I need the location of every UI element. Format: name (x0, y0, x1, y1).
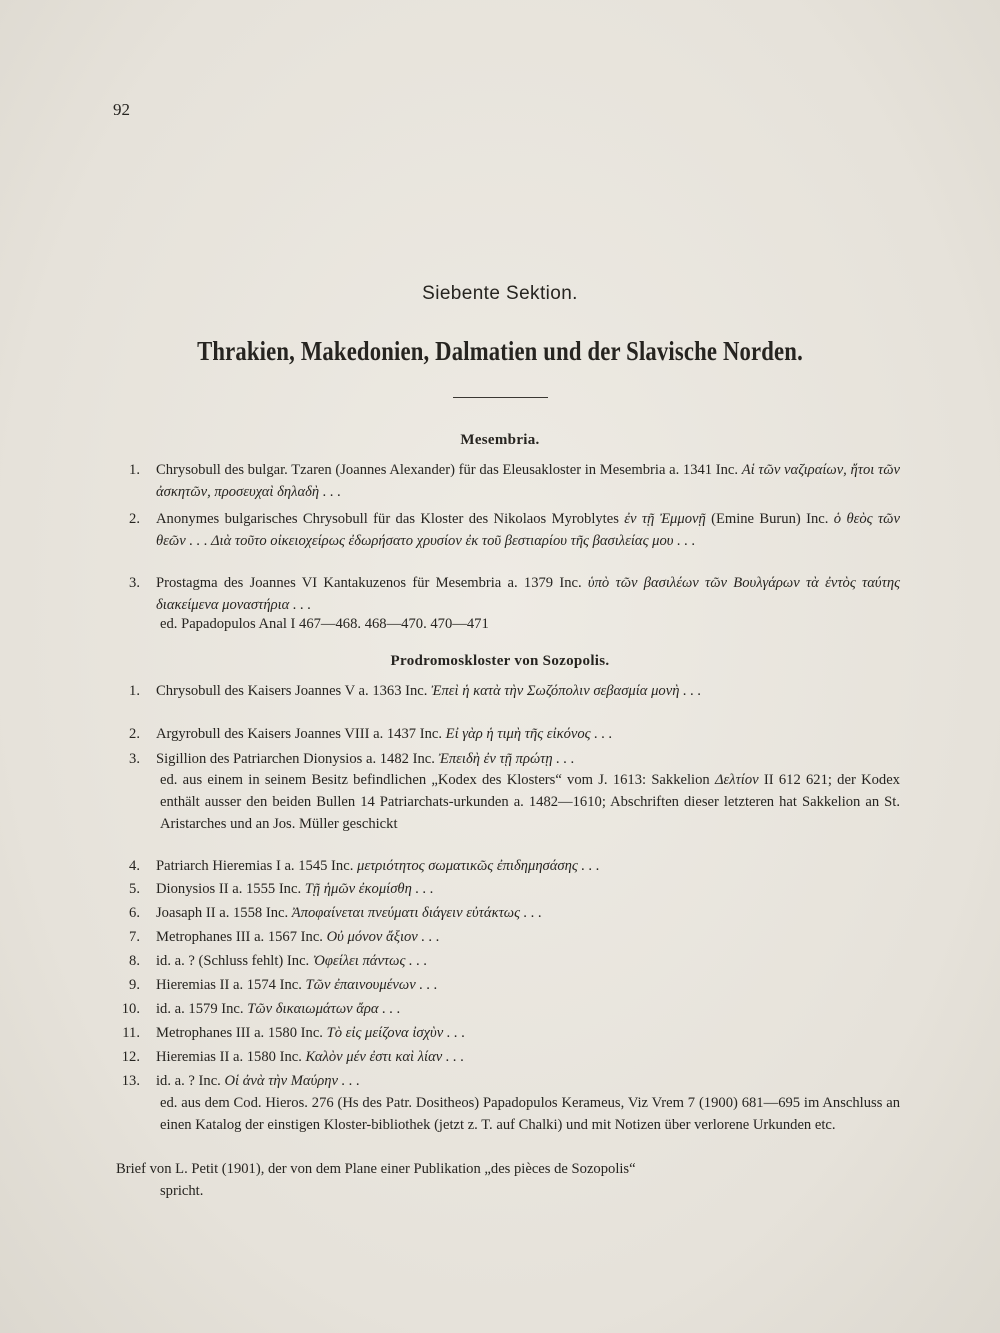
item-number: 9. (129, 977, 140, 993)
list-item (110, 950, 900, 972)
entry-text: Argyrobull des Kaisers Joannes VIII a. 1437 Inc. (156, 726, 443, 742)
incipit-greek: ὑπὸ τῶν βασιλέων τῶν Βουλγάρων τὰ ἐντὸς ταύτης διακείμενα μοναστήρια . . . (156, 575, 900, 613)
item-number: 8. (129, 953, 140, 969)
entry-text: Prostagma des Joannes VI Kantakuzenos für Mesembria a. 1379 Inc. (156, 575, 582, 591)
title-divider (453, 397, 548, 398)
edition-text: II 612 621; der Kodex enthält ausser den beiden Bullen 14 Patriarchats-urkunden a. 1482—1610; Abschriften dieser letzteren hat Sakkelion an St. Aristarches und an Jos. Müller geschickt (160, 772, 900, 832)
entry-text: Chrysobull des bulgar. Tzaren (Joannes Alexander) für das Eleusakloster in Mesembria a. 1341 Inc. (156, 462, 739, 478)
incipit-greek: Ὀφείλει πάντως . . . (312, 953, 428, 969)
incipit-greek: Τῇ ἡμῶν ἐκομίσθη . . . (304, 881, 434, 897)
incipit-greek: Καλὸν μέν ἐστι καὶ λίαν . . . (305, 1049, 465, 1065)
item-number: 3. (129, 575, 140, 591)
list-item (110, 926, 900, 948)
entry-text: Hieremias II a. 1580 Inc. (156, 1049, 302, 1065)
entry-text: id. a. 1579 Inc. (156, 1001, 244, 1017)
incipit-greek: Ἐπεὶ ἡ κατὰ τὴν Σωζόπολιν σεβασμία μονὴ . . . (431, 683, 702, 699)
item-number: 5. (129, 881, 140, 897)
list-item (110, 1070, 900, 1092)
entry-text: id. a. ? (Schluss fehlt) Inc. (156, 953, 310, 969)
list-item (110, 572, 900, 616)
incipit-greek: Τῶν ἐπαινουμένων . . . (305, 977, 438, 993)
closing-note-line: Brief von L. Petit (1901), der von dem Plane einer Publikation „des pièces de Sozopolis“ (116, 1161, 636, 1177)
incipit-greek: Ἀποφαίνεται πνεύματι διάγειν εὐτάκτως . . . (291, 905, 542, 921)
item-number: 10. (121, 1001, 140, 1017)
greek-place: ἐν τῇ Ἐμμονῇ (624, 511, 706, 527)
list-item (110, 680, 900, 702)
list-item (110, 998, 900, 1020)
entry-text: (Emine Burun) Inc. (711, 511, 829, 527)
incipit-greek: Τῶν δικαιωμάτων ἄρα . . . (247, 1001, 401, 1017)
entry-text: Metrophanes III a. 1580 Inc. (156, 1025, 323, 1041)
entry-text: Chrysobull des Kaisers Joannes V a. 1363 Inc. (156, 683, 428, 699)
section-label: Siebente Sektion. (422, 283, 578, 304)
edition-note (160, 769, 900, 835)
item-number: 4. (129, 858, 140, 874)
edition-text: ed. aus einem in seinem Besitz befindlichen „Kodex des Klosters“ vom J. 1613: Sakkelion (160, 772, 710, 788)
list-item (110, 748, 900, 770)
entry-text: id. a. ? Inc. (156, 1073, 221, 1089)
list-item (110, 723, 900, 745)
incipit-greek: Αἱ τῶν ναζιραίων, ἤτοι τῶν ἀσκητῶν, προσευχαὶ δηλαδὴ . . . (156, 462, 901, 500)
incipit-greek: Οἱ ἀνὰ τὴν Μαύρην . . . (224, 1073, 360, 1089)
item-number: 1. (129, 462, 140, 478)
entry-text: Hieremias II a. 1574 Inc. (156, 977, 302, 993)
incipit-greek: μετριότητος σωματικῶς ἐπιδημησάσης . . . (357, 858, 600, 874)
list-item (110, 1046, 900, 1068)
heading-mesembria: Mesembria. (460, 432, 540, 448)
entry-text: Patriarch Hieremias I a. 1545 Inc. (156, 858, 354, 874)
list-item (110, 508, 900, 552)
item-number: 3. (129, 751, 140, 767)
entry-text: Joasaph II a. 1558 Inc. (156, 905, 289, 921)
item-number: 13. (121, 1073, 140, 1089)
page-number: 92 (113, 100, 130, 119)
entry-text: Anonymes bulgarisches Chrysobull für das Kloster des Nikolaos Myroblytes (156, 511, 619, 527)
item-number: 7. (129, 929, 140, 945)
incipit-greek: ὁ θεὸς τῶν θεῶν . . . Διὰ τοῦτο οἰκειοχείρως ἐδωρήσατο χρυσίον ἐκ τοῦ βεστιαρίου τῆς βασιλείας μου . . . (156, 511, 900, 549)
list-item (110, 855, 900, 877)
incipit-greek: Ἐπειδὴ ἐν τῇ πρώτῃ . . . (438, 751, 575, 767)
page-title: Thrakien, Makedonien, Dalmatien und der Slavische Norden. (197, 336, 803, 366)
list-item (110, 878, 900, 900)
item-number: 2. (129, 511, 140, 527)
entry-text: Sigillion des Patriarchen Dionysios a. 1482 Inc. (156, 751, 435, 767)
heading-sozopolis: Prodromoskloster von Sozopolis. (390, 653, 610, 669)
list-item (110, 974, 900, 996)
item-number: 12. (121, 1049, 140, 1065)
list-item (110, 459, 900, 503)
edition-note: ed. aus dem Cod. Hieros. 276 (Hs des Patr. Dositheos) Papadopulos Kerameus, Viz Vrem 7 (1900) 681—695 im Anschluss an einen Katalog der einstigen Kloster-bibliothek (jetzt z. T. auf Chalki) und mit Notizen über verlorene Urkunden etc. (160, 1095, 900, 1133)
closing-note (116, 1158, 900, 1202)
incipit-greek: Εἰ γὰρ ἡ τιμὴ τῆς εἰκόνος . . . (445, 726, 613, 742)
edition-note: ed. Papadopulos Anal I 467—468. 468—470. 470—471 (160, 616, 489, 632)
entry-text: Dionysios II a. 1555 Inc. (156, 881, 302, 897)
item-number: 1. (129, 683, 140, 699)
item-number: 11. (122, 1025, 140, 1041)
incipit-greek: Τὸ εἰς μείζονα ἰσχὺν . . . (326, 1025, 466, 1041)
closing-note-line: spricht. (160, 1183, 204, 1199)
list-item (110, 902, 900, 924)
edition-greek: Δελτίον (714, 772, 759, 788)
entry-text: Metrophanes III a. 1567 Inc. (156, 929, 323, 945)
item-number: 2. (129, 726, 140, 742)
list-item (110, 1022, 900, 1044)
incipit-greek: Οὐ μόνον ἄξιον . . . (326, 929, 440, 945)
item-number: 6. (129, 905, 140, 921)
